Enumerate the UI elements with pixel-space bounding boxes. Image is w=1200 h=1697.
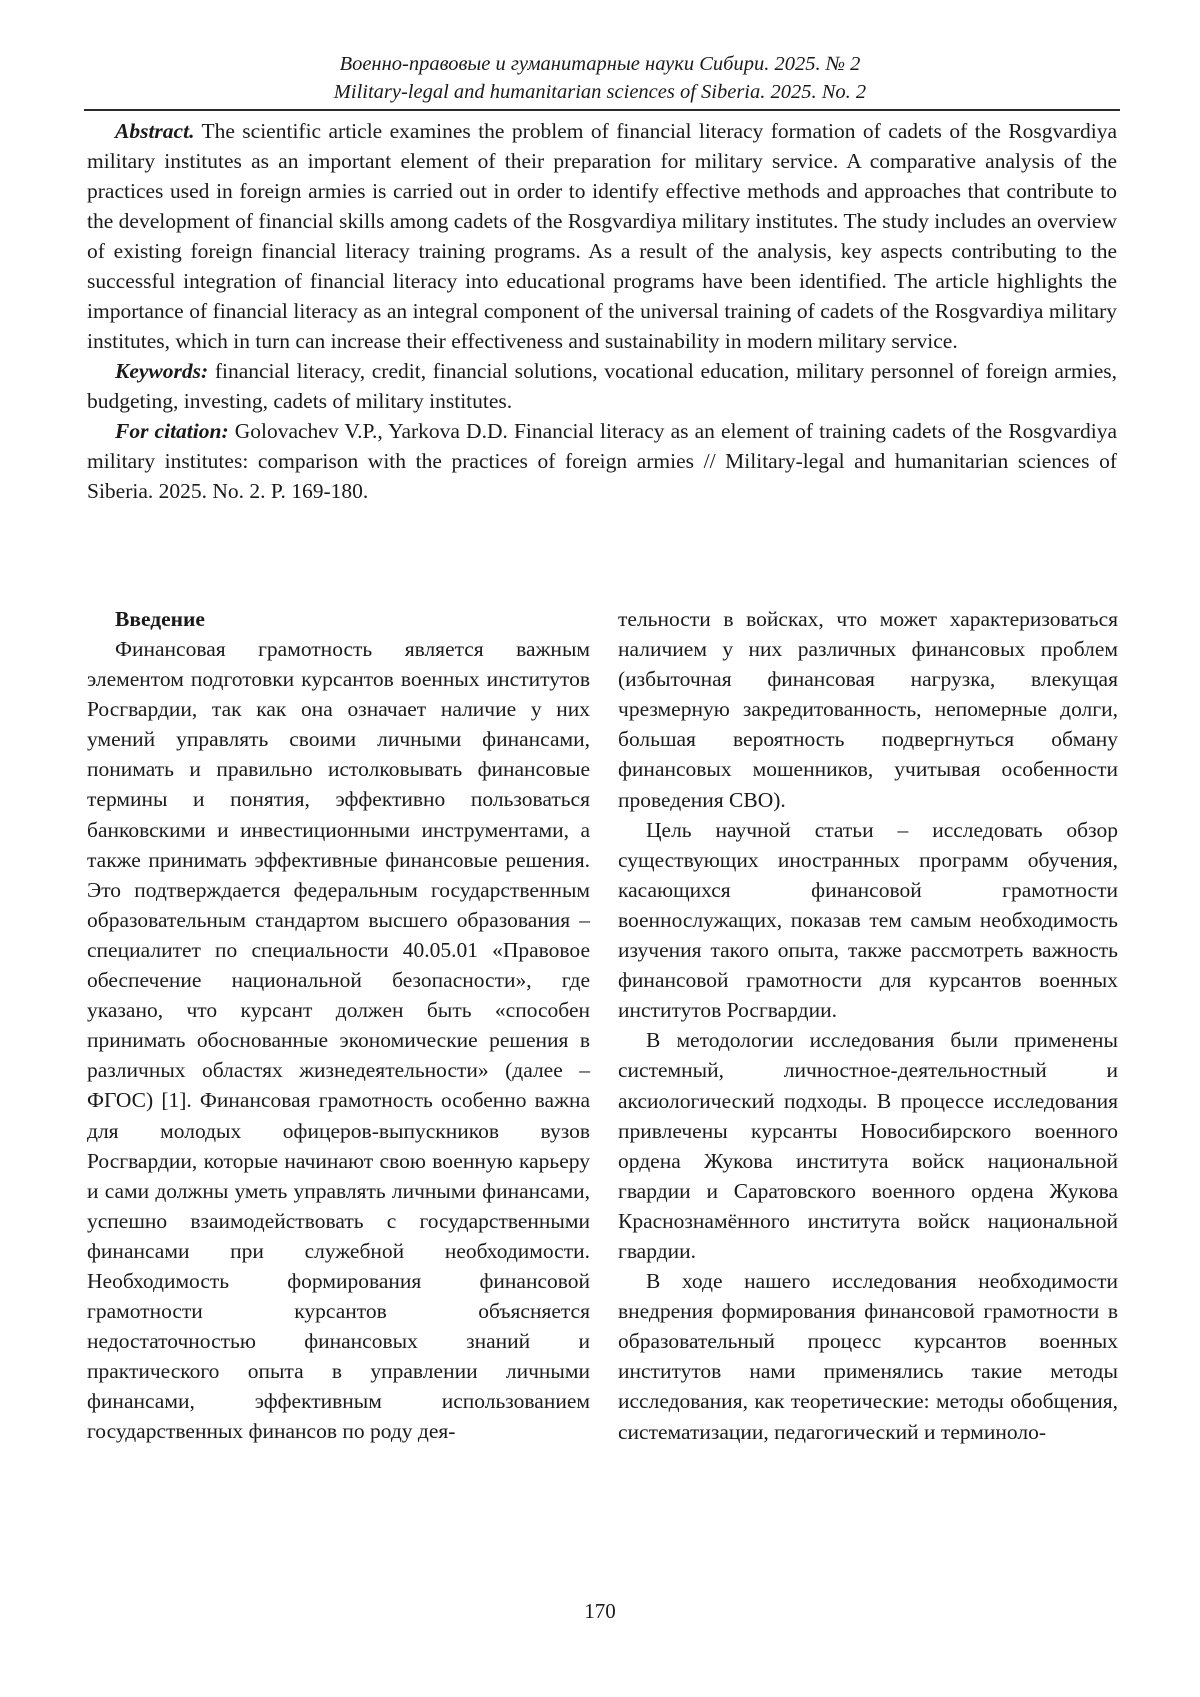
abstract-label: Abstract. <box>115 119 195 143</box>
keywords-paragraph <box>87 356 1117 416</box>
abstract-section <box>87 116 1117 506</box>
body-paragraph: Цель научной статьи – исследовать обзор существующих иностранных программ обучения, касающихся финансовой грамотности военнослужащих, показав тем самым необходимость изучения такого опыта, также рассмотреть важность финансовой грамотности для курсантов военных институтов Росгвардии. <box>618 817 1118 1023</box>
section-title: Введение <box>115 607 205 631</box>
body-paragraph: В ходе нашего исследования необходимости внедрения формирования финансовой грамотности в образовательный процесс курсантов военных институтов нами применялись такие методы исследования, как теоретические: методы обобщения, систематизации, педагогический и терминоло- <box>618 1269 1118 1444</box>
running-header <box>0 50 1200 106</box>
body-paragraph: В методологии исследования были применены системный, личностное-деятельностный и аксиологический подходы. В процессе исследования привлечены курсанты Новосибирского военного ордена Жукова института войск национальной гвардии и Саратовского военного ордена Жукова Краснознамённого института войск национальной гвардии. <box>618 1028 1118 1263</box>
journal-title-ru: Военно-правовые и гуманитарные науки Сибири. 2025. № 2 <box>339 53 861 75</box>
journal-title-en: Military-legal and humanitarian sciences of Siberia. 2025. No. 2 <box>333 81 867 103</box>
citation-paragraph <box>87 416 1117 506</box>
right-column <box>618 604 1118 1447</box>
abstract-text: The scientific article examines the problem of financial literacy formation of cadets of the Rosgvardiya military institutes as an important element of their preparation for military service. A comparative analysis of the practices used in foreign armies is carried out in order to identify effective methods and approaches that contribute to the development of financial skills among cadets of the Rosgvardiya military institutes. The study includes an overview of existing foreign financial literacy training programs. As a result of the analysis, key aspects contributing to the successful integration of financial literacy into educational programs have been identified. The article highlights the importance of financial literacy as an integral component of the universal training of cadets of the Rosgvardiya military institutes, which in turn can increase their effectiveness and sustainability in modern military service. <box>87 119 1117 353</box>
keywords-label: Keywords: <box>115 359 209 383</box>
header-divider <box>84 109 1120 111</box>
keywords-text: financial literacy, credit, financial solutions, vocational education, military personnel of foreign armies, budgeting, investing, cadets of military institutes. <box>87 359 1117 413</box>
left-column <box>87 604 590 1447</box>
body-paragraph-continuation: тельности в войсках, что может характеризоваться наличием у них различных финансовых проблем (избыточная финансовая нагрузка, влекущая чрезмерную закредитованность, непомерные долги, большая вероятность подвергнуться обману финансовых мошенников, учитывая особенности проведения СВО). <box>618 607 1118 812</box>
citation-label: For citation: <box>115 419 229 443</box>
page-number: 170 <box>584 1599 616 1623</box>
body-paragraph: Финансовая грамотность является важным элементом подготовки курсантов военных институтов Росгвардии, так как она означает наличие у них умений управлять своими личными финансами, понимать и правильно истолковывать финансовые термины и понятия, эффективно пользоваться банковскими и инвестиционными инструментами, а также принимать эффективные финансовые решения. Это подтверждается федеральным государственным образовательным стандартом высшего образования – специалитет по специальности 40.05.01 «Правовое обеспечение национальной безопасности», где указано, что курсант должен быть «способен принимать обоснованные экономические решения в различных областях жизнедеятельности» (далее – ФГОС) [1]. Финансовая грамотность особенно важна для молодых офицеров-выпускников вузов Росгвардии, которые начинают свою военную карьеру и сами должны уметь управлять личными финансами, успешно взаимодействовать с государственными финансами при служебной необходимости. Необходимость формирования финансовой грамотности курсантов объясняется недостаточностью финансовых знаний и практического опыта в управлении личными финансами, эффективным использованием государственных финансов по роду дея- <box>87 637 590 1444</box>
citation-text: Golovachev V.P., Yarkova D.D. Financial literacy as an element of training cadets of the Rosgvardiya military institutes: comparison with the practices of foreign armies // Military-legal and humanitarian sciences of Siberia. 2025. No. 2. P. 169-180. <box>87 419 1118 503</box>
abstract-paragraph <box>87 116 1117 356</box>
